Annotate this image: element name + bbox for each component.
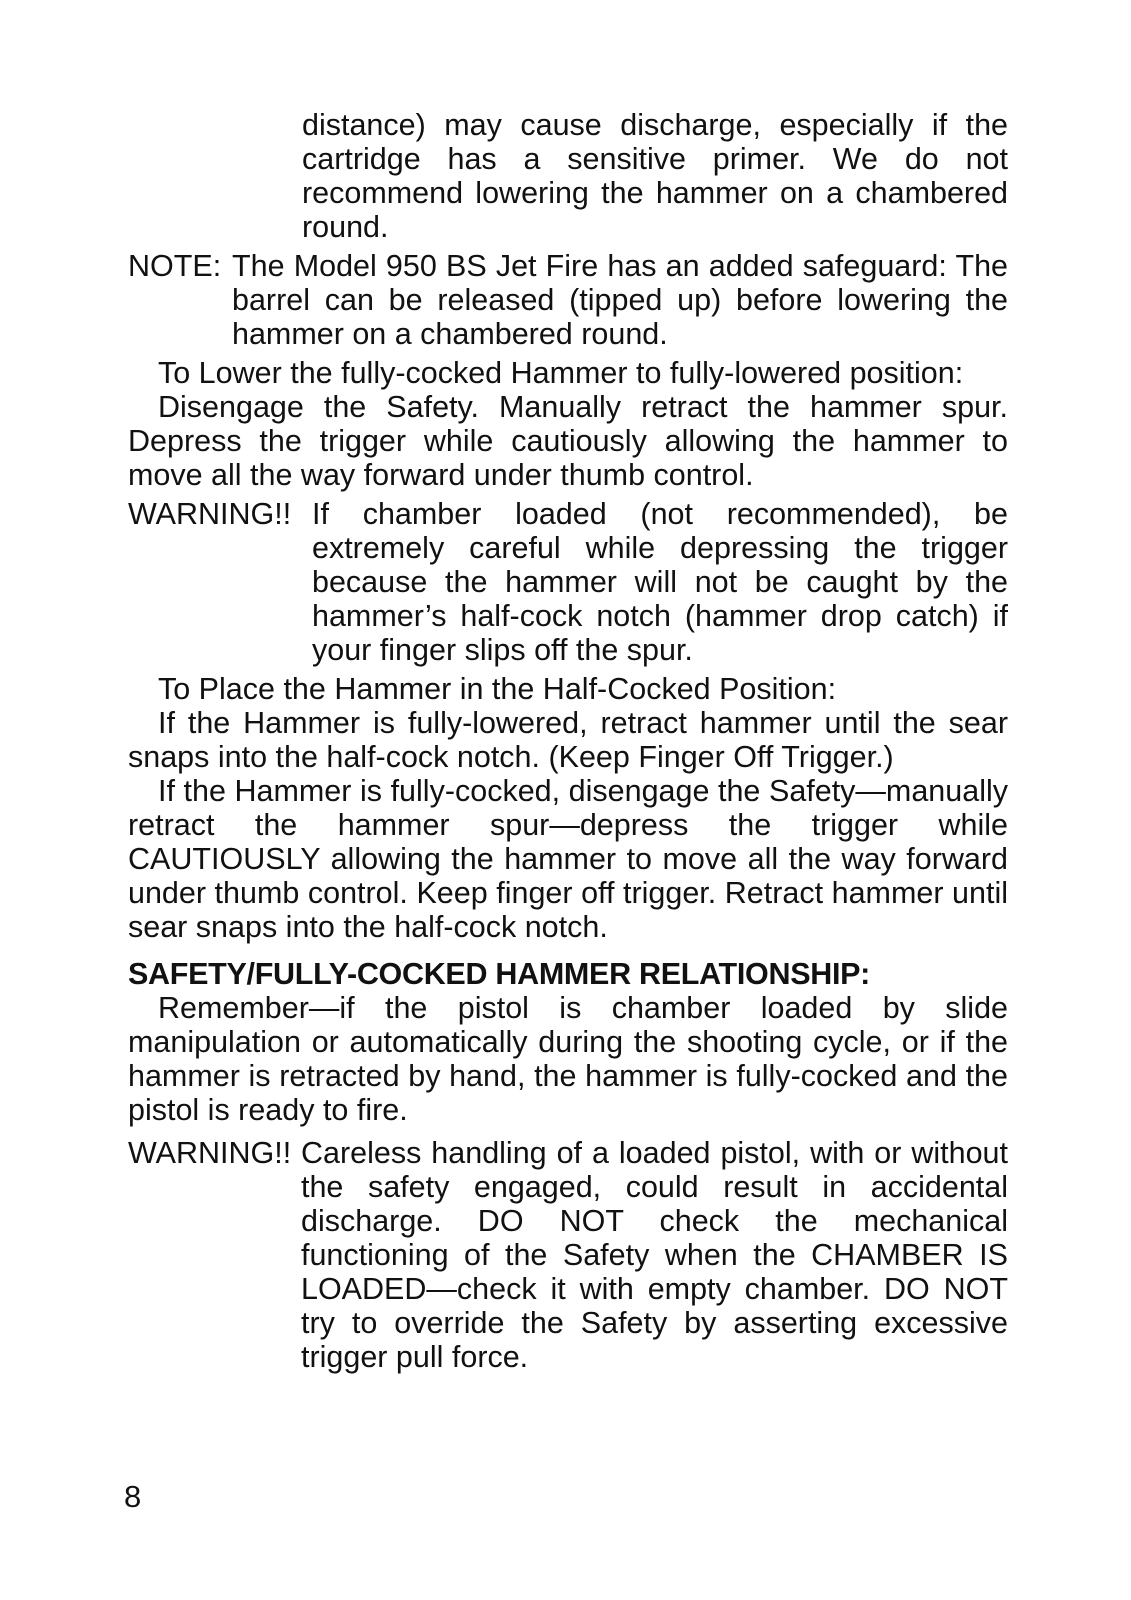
- note-block: [128, 249, 1008, 351]
- lower-text: Disengage the Safety. Manually retract the hammer spur. Depress the trigger while cautiously allowing the hammer to move all the way forward under thumb control.: [128, 390, 1008, 492]
- halfcock-heading: To Place the Hammer in the Half-Cocked Position:: [158, 672, 837, 706]
- intro-text: distance) may cause discharge, especially if the cartridge has a sensitive primer. We do not recommend lowering the hammer on a chambered round.: [302, 108, 1008, 244]
- halfcock-text-2: If the Hammer is fully-cocked, disengage the Safety—manually retract the hammer spur—depress the trigger while CAUTIOUSLY allowing the hammer to move all the way forward under thumb control. Keep finger off trigger. Retract hammer until sear snaps into the half-cock notch.: [128, 774, 1008, 944]
- warning-label-1: WARNING!!: [128, 497, 292, 531]
- warning-text-1: If chamber loaded (not recommended), be extremely careful while depressing the trigger because the hammer will not be caught by the hammer’s half-cock notch (hammer drop catch) if your finger slips off the spur.: [312, 497, 1008, 667]
- note-text: The Model 950 BS Jet Fire has an added safeguard: The barrel can be released (tipped up) before lowering the hammer on a chambered round.: [232, 249, 1008, 351]
- section-text: Remember—if the pistol is chamber loaded by slide manipulation or automatically during the shooting cycle, or if the hammer is retracted by hand, the hammer is fully-cocked and the pistol is ready to fire.: [128, 991, 1008, 1127]
- halfcock-text-1: If the Hammer is fully-lowered, retract hammer until the sear snaps into the half-cock notch. (Keep Finger Off Trigger.): [128, 706, 1008, 774]
- warning-block-1: [128, 497, 1008, 667]
- warning-label-2: WARNING!!: [128, 1136, 292, 1170]
- intro-block: [128, 108, 1008, 244]
- warning-block-2: [128, 1136, 1008, 1374]
- section-heading: SAFETY/FULLY-COCKED HAMMER RELATIONSHIP:: [128, 957, 871, 991]
- note-label: NOTE:: [128, 249, 222, 283]
- page-number: 8: [124, 1479, 142, 1514]
- lower-heading: To Lower the fully-cocked Hammer to fully-lowered position:: [158, 356, 964, 390]
- document-page: [128, 108, 1008, 1374]
- warning-text-2: Careless handling of a loaded pistol, with or without the safety engaged, could result in accidental discharge. DO NOT check the mechanical functioning of the Safety when the CHAMBER IS LOADED—check it with empty chamber. DO NOT try to override the Safety by asserting excessive trigger pull force.: [301, 1136, 1008, 1374]
